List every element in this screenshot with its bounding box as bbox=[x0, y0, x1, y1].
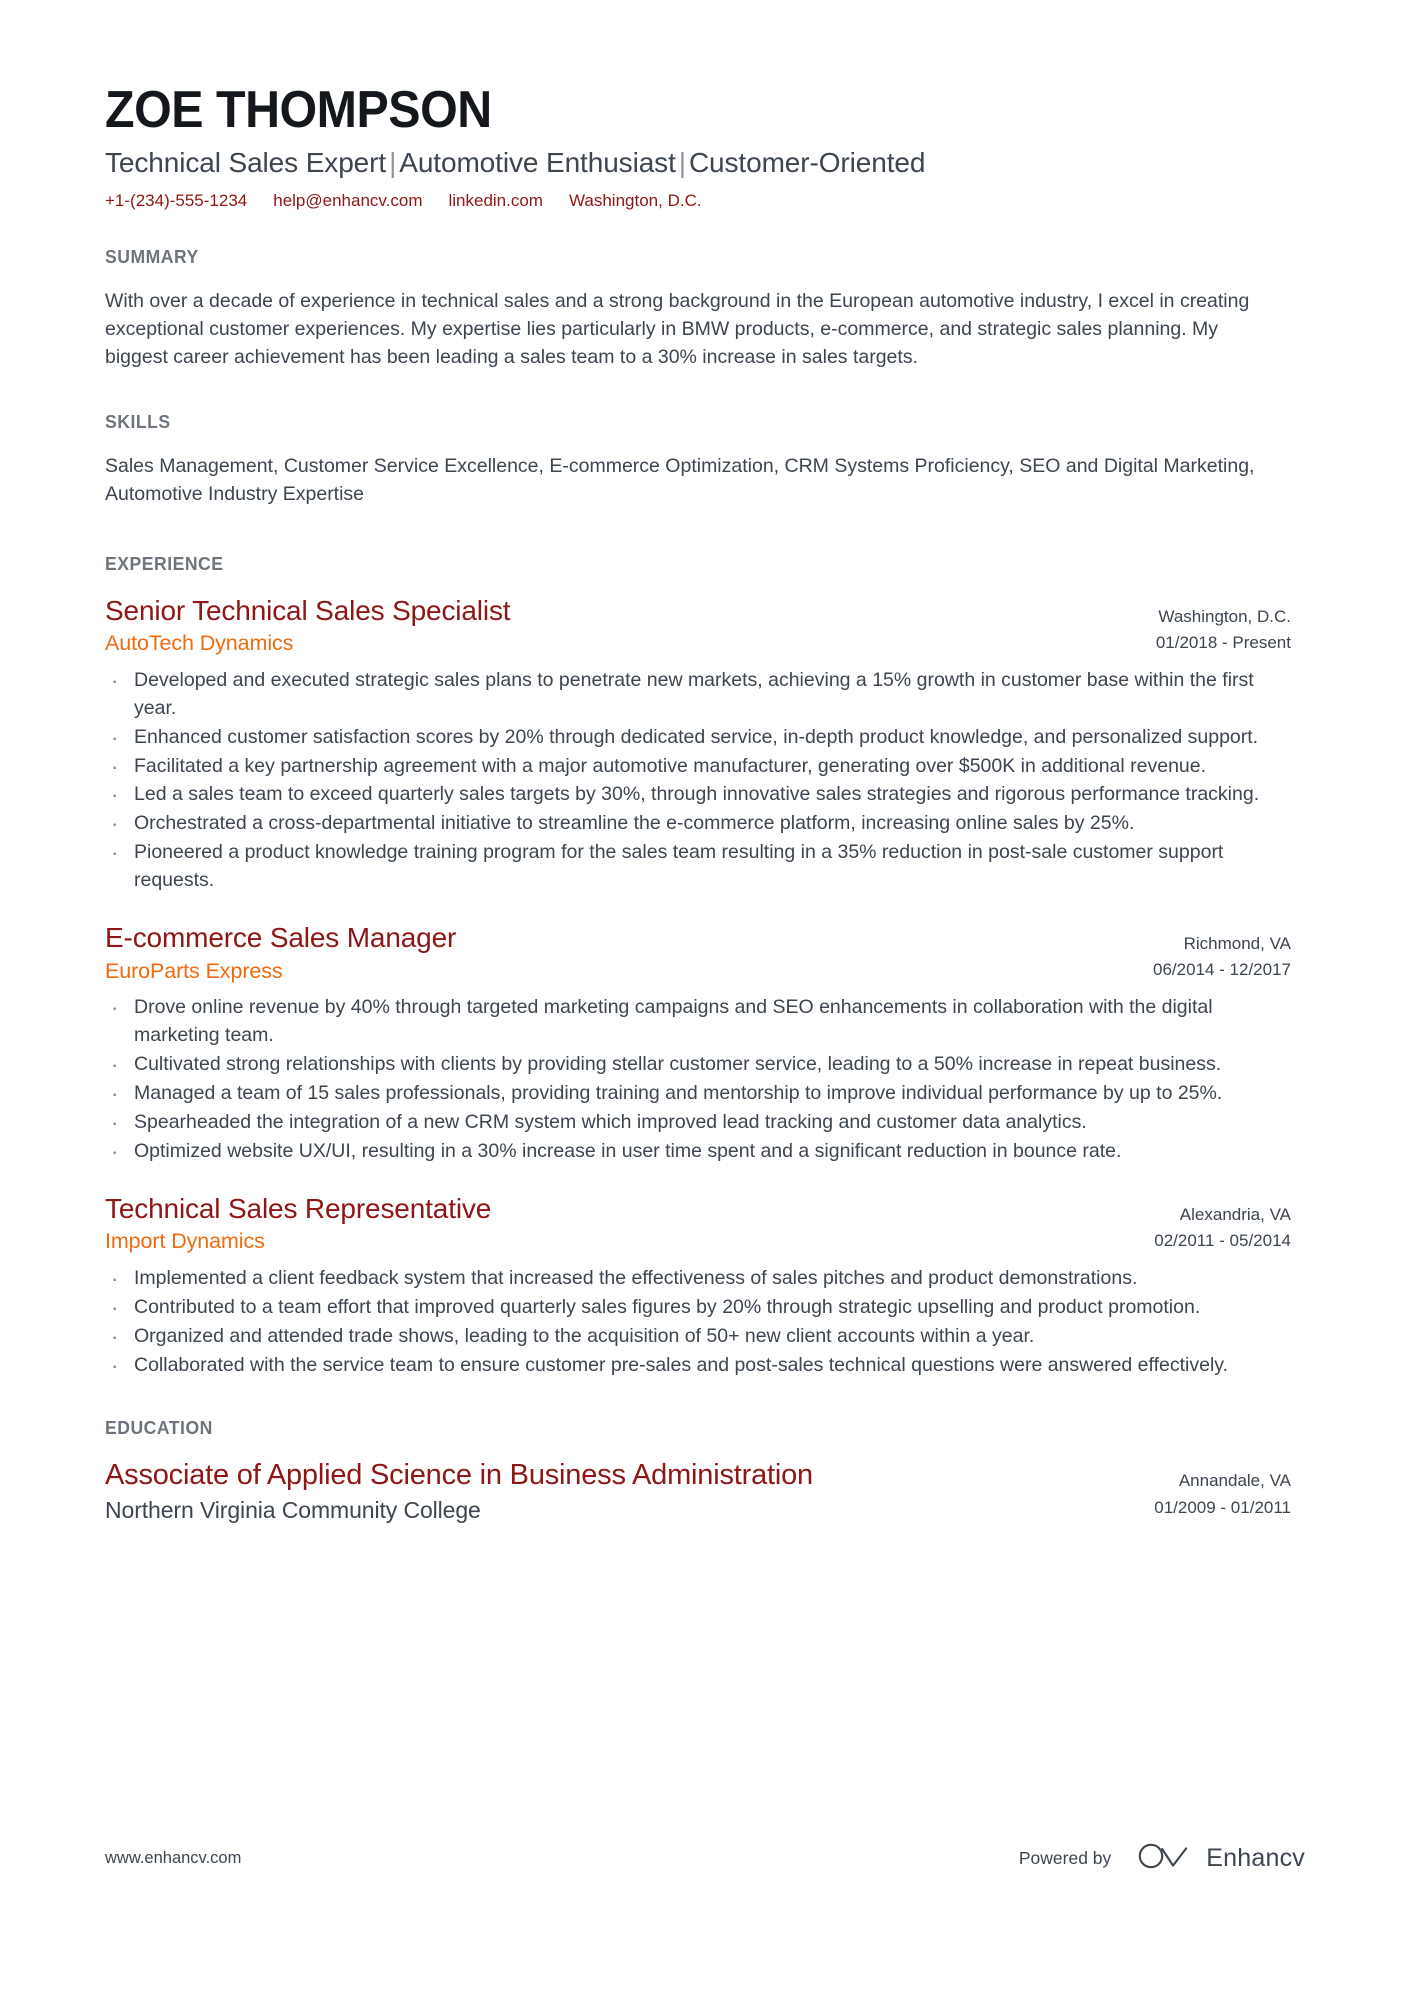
candidate-headline bbox=[105, 145, 1291, 180]
resume-content bbox=[105, 0, 1291, 1525]
footer-website-url[interactable]: www.enhancv.com bbox=[105, 1849, 242, 1867]
headline-part-2: Automotive Enthusiast bbox=[399, 147, 676, 179]
contact-phone[interactable]: +1-(234)-555-1234 bbox=[105, 191, 248, 211]
experience-bullet: · Contributed to a team effort that improved quarterly sales figures by 20% through strategic upselling and product promotion. bbox=[105, 1294, 1291, 1322]
experience-entry-meta bbox=[1127, 921, 1291, 984]
powered-by-label: Powered by bbox=[1018, 1848, 1112, 1868]
experience-location: Alexandria, VA bbox=[1179, 1204, 1291, 1224]
section-heading-skills: SKILLS bbox=[105, 411, 171, 433]
experience-job-title: Technical Sales Representative bbox=[105, 1192, 492, 1224]
experience-bullet: · Spearheaded the integration of a new CRM system which improved lead tracking and customer data analytics. bbox=[105, 1109, 1291, 1137]
experience-date-range: 01/2018 - Present bbox=[1155, 632, 1291, 652]
experience-bullet: · Facilitated a key partnership agreement with a major automotive manufacturer, generating over $500K in additional revenue. bbox=[105, 753, 1291, 781]
experience-company: Import Dynamics bbox=[105, 1229, 265, 1254]
experience-entry-header bbox=[105, 921, 1291, 984]
experience-bullet-list bbox=[105, 667, 1291, 895]
education-degree: Associate of Applied Science in Business Administration bbox=[105, 1459, 813, 1492]
experience-bullet: · Organized and attended trade shows, leading to the acquisition of 50+ new client accounts within a year. bbox=[105, 1323, 1291, 1351]
experience-date-range: 02/2011 - 05/2014 bbox=[1154, 1230, 1291, 1250]
experience-company: EuroParts Express bbox=[105, 958, 283, 983]
education-location: Annandale, VA bbox=[1178, 1471, 1291, 1491]
experience-date-range: 06/2014 - 12/2017 bbox=[1152, 960, 1291, 980]
headline-separator-1: | bbox=[389, 147, 397, 179]
experience-job-title: Senior Technical Sales Specialist bbox=[105, 594, 511, 626]
section-heading-education: EDUCATION bbox=[105, 1417, 213, 1439]
candidate-name: ZOE THOMPSON bbox=[105, 81, 492, 139]
experience-bullet: · Cultivated strong relationships with clients by providing stellar customer service, leading to a 50% increase in repeat business. bbox=[105, 1051, 1291, 1079]
resume-header bbox=[105, 0, 1291, 212]
experience-bullet: · Implemented a client feedback system that increased the effectiveness of sales pitches and product demonstrations. bbox=[105, 1265, 1291, 1293]
experience-bullet: · Led a sales team to exceed quarterly sales targets by 30%, through innovative sales strategies and rigorous performance tracking. bbox=[105, 781, 1291, 809]
experience-entry bbox=[105, 594, 1291, 895]
experience-entry-main bbox=[105, 594, 1130, 657]
experience-job-title: E-commerce Sales Manager bbox=[105, 921, 457, 953]
skills-text: Sales Management, Customer Service Excellence, E-commerce Optimization, CRM Systems Proficiency, SEO and Digital Marketing, Automotive Industry Expertise bbox=[105, 455, 1255, 506]
experience-bullet: · Enhanced customer satisfaction scores by 20% through dedicated service, in-depth product knowledge, and personalized support. bbox=[105, 724, 1291, 752]
summary-text: With over a decade of experience in technical sales and a strong background in the European automotive industry, I excel in creating exceptional customer experiences. My expertise lies particularly in BMW products, e-commerce, and strategic sales planning. My biggest career achievement has been leading a sales team to a 30% increase in sales targets. bbox=[105, 290, 1250, 369]
enhancv-brand bbox=[1137, 1840, 1305, 1877]
contact-linkedin[interactable]: linkedin.com bbox=[448, 191, 543, 211]
experience-location: Richmond, VA bbox=[1183, 933, 1291, 953]
footer-branding bbox=[1019, 1840, 1305, 1877]
section-skills bbox=[105, 411, 1291, 508]
headline-part-3: Customer-Oriented bbox=[688, 147, 926, 179]
experience-entry-meta bbox=[1130, 594, 1291, 657]
section-heading-summary: SUMMARY bbox=[105, 246, 199, 268]
section-heading-experience: EXPERIENCE bbox=[105, 552, 224, 574]
headline-separator-2: | bbox=[678, 147, 686, 179]
education-entry-main bbox=[105, 1458, 1128, 1524]
contact-email[interactable]: help@enhancv.com bbox=[273, 191, 423, 211]
education-school: Northern Virginia Community College bbox=[105, 1497, 481, 1524]
experience-bullet: · Developed and executed strategic sales plans to penetrate new markets, achieving a 15% growth in customer base within the first year. bbox=[105, 667, 1291, 723]
contact-location: Washington, D.C. bbox=[568, 191, 702, 211]
experience-bullet: · Pioneered a product knowledge training program for the sales team resulting in a 35% reduction in post-sale customer support requests. bbox=[105, 839, 1291, 895]
section-summary bbox=[105, 246, 1291, 371]
experience-entry bbox=[105, 1192, 1291, 1380]
experience-entry-meta bbox=[1128, 1192, 1291, 1255]
section-experience bbox=[105, 553, 1291, 1380]
experience-bullet: · Managed a team of 15 sales professionals, providing training and mentorship to improve individual performance by up to 25%. bbox=[105, 1080, 1291, 1108]
experience-location: Washington, D.C. bbox=[1158, 606, 1291, 626]
experience-company: AutoTech Dynamics bbox=[105, 631, 294, 656]
experience-entry-header bbox=[105, 594, 1291, 657]
enhancv-logo-icon bbox=[1137, 1840, 1193, 1877]
experience-bullet: · Optimized website UX/UI, resulting in a 30% increase in user time spent and a significant reduction in bounce rate. bbox=[105, 1138, 1291, 1166]
education-entry-header bbox=[105, 1458, 1291, 1524]
enhancv-brand-name: Enhancv bbox=[1206, 1844, 1305, 1872]
experience-entry-main bbox=[105, 921, 1127, 984]
contact-row bbox=[105, 190, 1291, 212]
resume-footer bbox=[105, 1840, 1305, 1877]
experience-bullet: · Drove online revenue by 40% through targeted marketing campaigns and SEO enhancements in collaboration with the digital marketing team. bbox=[105, 994, 1291, 1050]
experience-entry bbox=[105, 921, 1291, 1166]
education-entry bbox=[105, 1458, 1291, 1524]
headline-part-1: Technical Sales Expert bbox=[105, 147, 387, 179]
education-date-range: 01/2009 - 01/2011 bbox=[1154, 1497, 1291, 1517]
experience-bullet-list bbox=[105, 1265, 1291, 1380]
experience-bullet: · Orchestrated a cross-departmental initiative to streamline the e-commerce platform, increasing online sales by 25%. bbox=[105, 810, 1291, 838]
experience-bullet: · Collaborated with the service team to ensure customer pre-sales and post-sales technical questions were answered effectively. bbox=[105, 1352, 1291, 1380]
experience-entry-main bbox=[105, 1192, 1128, 1255]
education-entry-meta bbox=[1128, 1458, 1291, 1521]
experience-bullet-list bbox=[105, 994, 1291, 1165]
experience-entry-header bbox=[105, 1192, 1291, 1255]
section-education bbox=[105, 1417, 1291, 1524]
